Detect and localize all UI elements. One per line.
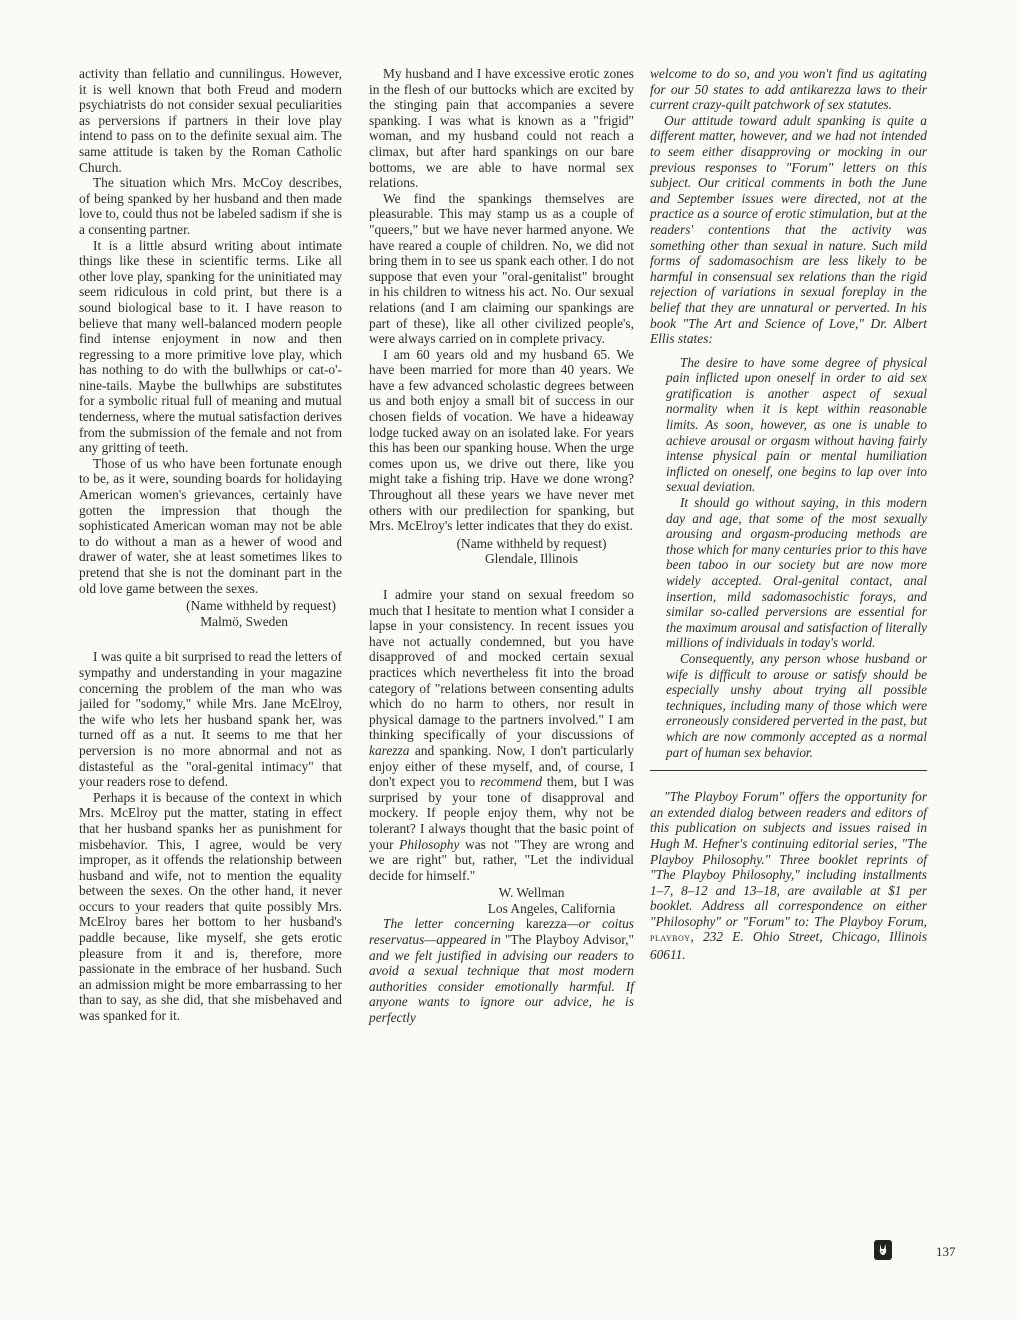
block-quote [650,355,927,760]
paragraph: I was quite a bit surprised to read the letters of sympathy and understanding in your magazine concerning the problem of the man who was jailed for "sodomy," while Mrs. Jane McElroy, the wife who lets her husband spank her, was turned off as a nut. It seems to me that her perversion is no more abnormal and not as distasteful as the "oral-genital intimacy" that your readers rose to defend. [79,649,342,790]
signature-location: Malmö, Sweden [200,613,288,629]
letter-signature [79,598,342,629]
letter-signature [369,536,634,567]
signature-location: Glendale, Illinois [485,551,578,567]
editor-reply: The letter concerning karezza—or coitus reservatus—appeared in "The Playboy Advisor," and we felt justified in advising our readers to avoid a sexual technique that most modern authorities consider emotionally harmful. If anyone wants to ignore our advice, he is perfectly [369,916,635,1026]
rabbit-head-logo [874,1240,892,1260]
paragraph: The situation which Mrs. McCoy describes, of being spanked by her husband and then made love to, could thus not be labeled sadism if she is a consenting partner. [79,175,342,237]
quote-paragraph: The desire to have some degree of physical pain inflicted upon oneself in order to aid sex gratification is another aspect of sexual normality when it is kept within reasonable limits. As soon, however, as one is unable to achieve arousal or orgasm without having fairly intense physical pain or mental humiliation inflicted on oneself, one begins to lap over into sexual deviation. [666,354,927,495]
emphasis: karezza [369,742,410,758]
editor-reply: welcome to do so, and you won't find us agitating for our 50 states to add antikarezza laws to their current crazy-quilt patchwork of sex statutes. [650,66,927,113]
rabbit-head-icon [877,1243,889,1257]
signature-name: (Name withheld by request) [186,598,336,614]
page-number: 137 [936,1244,956,1259]
paragraph: Perhaps it is because of the context in which Mrs. McElroy put the matter, stating in effect that her husband spanks her as punishment for misbehavior. This, I agree, would be very improper, as it offends the relationship between husband and wife, not to mention the equality between the sexes. On the other hand, it never occurs to your readers that quite possibly Mrs. McElroy bares her bottom to her husband's paddle because, like myself, she gets erotic pleasure from it and is, therefore, more passionate in the embrace of her husband. Such an admission might be more embarrassing to her than to say, as she did, that she misbehaved and was spanked for it. [79,789,342,1024]
signature-location: Los Angeles, California [487,900,616,916]
signature-name: W. Wellman [498,885,565,901]
column-left [79,66,342,1024]
paragraph: I admire your stand on sexual freedom so much that I hesitate to mention what I consider a lapse in your consistency. In recent issues you have not actually condemned, but you have disapproved of and mocked certain sexual practices which nevertheless fit into the broad category of "relations between consenting adults which do no harm to others, nor result in physical damage to the partners involved." I am thinking specifically of your discussions of karezza and spanking. Now, I don't particularly enjoy either of these myself, and, of course, I don't expect you to recommend them, but I was surprised by your tone of disapproval and mockery. If people enjoy them, why not be tolerant? I always thought that the basic point of your Philosophy was not "They are wrong and we are right" but, rather, "Let the individual decide for himself." [369,587,634,883]
quote-paragraph: It should go without saying, in this modern day and age, that some of the most sexually arousing and orgasm-producing methods are those which for many centuries prior to this have been taboo in our society but are now more widely accepted. Oral-genital contact, anal insertion, mild sadomasochistic forays, and similar so-called perversions are essential for the maximum arousal and satisfaction of literally millions of individuals in today's world. [666,495,927,651]
divider [650,770,927,771]
paragraph: We find the spankings themselves are pleasurable. This may stamp us as a couple of "queers," but we have never harmed anyone. We have reared a couple of children. No, we did not bring them in to see us spank each other. I do not suppose that even your "oral-genitalist" brought in his children to witness his act. No. Our sexual relations (and I am claiming our spankings are part of these), like all other civilized people's, were always carried on in complete privacy. [369,190,634,347]
emphasis: recommend [480,774,543,790]
editor-reply: Our attitude toward adult spanking is quite a different matter, however, and we had not intended to seem either disapproving or mocking in our previous responses to "Forum" letters on this subject. Our critical comments in both the June and September issues were directed, not at the practice as a source of erotic stimulation, but at the readers' contentions that the activity was something other than sexual in nature. Such mild forms of sadomasochism are less likely to be harmful in consensual sex relations than the rigid rejection of variations in sexual foreplay in the belief that they are unnatural or perverted. In his book "The Art and Science of Love," Dr. Albert Ellis states: [650,112,927,347]
column-right [650,66,927,963]
emphasis: Philosophy [399,836,460,852]
forum-note: "The Playboy Forum" offers the opportunity for an extended dialog between readers and editors of this publication on subjects and issues raised in Hugh M. Hefner's continuing editorial series, "The Playboy Philosophy." Three booklet reprints of "The Playboy Philosophy," including installments 1–7, 8–12 and 13–18, are available at $1 per booklet. Address all correspondence on either "Philosophy" or "Forum" to: The Playboy Forum, playboy, 232 E. Ohio Street, Chicago, Illinois 60611. [650,789,927,963]
paragraph: I am 60 years old and my husband 65. We have been married for more than 40 years. We have a few advanced scholastic degrees between us and both enjoy a small bit of success in our chosen fields of vocation. We have a hideaway lodge tucked away on an isolated lake. For years this has been our spanking house. When the urge comes upon us, we drive out there, like you might take a fishing trip. Have we done wrong? Throughout all these years we have never met others with our predilection for spanking, but Mrs. McElroy's letter indicates that they do exist. [369,346,634,534]
paragraph: My husband and I have excessive erotic zones in the flesh of our buttocks which are excited by the stinging pain that accompanies a severe spanking. I was what is known as a "frigid" woman, and my husband could not reach a climax, but after hard spankings on our bare bottoms, we are able to have normal sex relations. [369,66,634,191]
column-middle [369,66,634,1026]
quote-paragraph: Consequently, any person whose husband or wife is difficult to arouse or satisfy should be especially unshy about trying all possible techniques, including many of those which were erroneously considered perverted in the past, but which are now commonly accepted as a normal part of human sex behavior. [666,650,927,760]
signature-name: (Name withheld by request) [456,535,607,551]
paragraph: activity than fellatio and cunnilingus. However, it is well known that both Freud and modern psychiatrists do not consider sexual peculiarities as perversions if partners in their love play intend to pass on to the definite sexual aim. The same attitude is taken by the Roman Catholic Church. [79,66,342,175]
paragraph: Those of us who have been fortunate enough to be, as it were, sounding boards for holidaying American women's grievances, certainly have gotten the impression that though the sophisticated American woman may not be able to do without a man as a hewer of wood and drawer of water, she at least sometimes likes to pretend that she is not the dominant part in the old love game between the sexes. [79,455,342,596]
paragraph: It is a little absurd writing about intimate things like these in scientific terms. Like all other love play, spanking for the uninitiated may seem ridiculous in cold print, but there is a sound biological base to it. I have reason to believe that many well-balanced modern people find intense enjoyment in now and then regressing to a more primitive love play, which has nothing to do with the bullwhips or cat-o'-nine-tails. Maybe the bullwhips are substitutes for a symbolic ritual full of meaning and mutual tenderness, where the mutual satisfaction derives from the submission of the female and not from any gritting of teeth. [79,237,342,456]
letter-signature [369,885,634,916]
